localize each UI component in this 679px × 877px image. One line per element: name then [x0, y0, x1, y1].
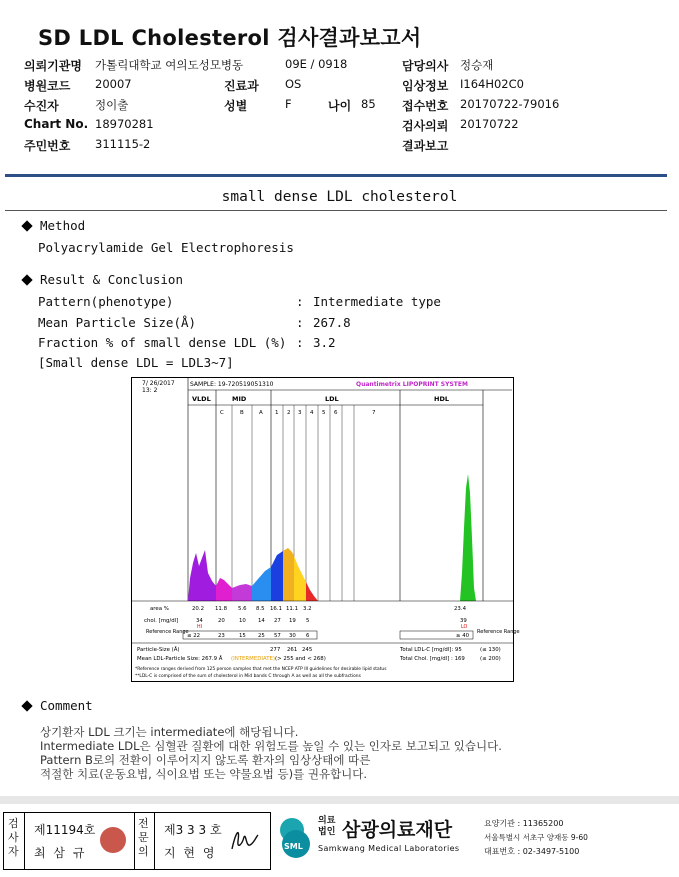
band-a: A — [259, 410, 263, 416]
chol-b: 10 — [239, 618, 246, 624]
clinical-label: 임상정보 — [402, 79, 449, 93]
footnote-2: **LDL-C is comprised of the sum of cholesterol in Mid bands C through A as well as all the subfractions — [135, 674, 361, 679]
comment-heading: Comment — [40, 698, 93, 713]
bullet-icon — [21, 274, 32, 285]
comment-line-1: 상기환자 LDL 크기는 intermediate에 해당됩니다. — [40, 725, 299, 739]
chart-system: Quantimetrix LIPOPRINT SYSTEM — [356, 381, 468, 388]
comment-line-4: 적절한 치료(운동요법, 식이요법 또는 약물요법 등)를 권유합니다. — [40, 767, 368, 781]
particle-3: 245 — [302, 647, 313, 653]
chol-vldl: 34 — [196, 618, 203, 624]
total-chol-ref: (≤ 200) — [480, 656, 501, 662]
result-heading: Result & Conclusion — [40, 272, 183, 287]
result-colon: : — [296, 294, 304, 309]
lo-flag: LO — [461, 625, 468, 630]
doctor-label: 담당의사 — [402, 59, 449, 73]
divider-top — [5, 174, 667, 177]
hospital-code-value: 20007 — [95, 77, 132, 91]
area-hdl: 23.4 — [454, 606, 467, 612]
result-size-value: 267.8 — [313, 315, 351, 330]
ref-hdl: ≥ 40 — [456, 633, 470, 639]
comment-line-3: Pattern B로의 전환이 이루어지지 않도록 환자의 임상상태에 따른 — [40, 753, 371, 767]
ref-2: 30 — [289, 633, 296, 639]
tester-name: 최 삼 규 — [34, 846, 87, 860]
chart-sample: SAMPLE: 19-720519051310 — [190, 381, 274, 388]
band-5: 5 — [322, 410, 326, 416]
result-note: [Small dense LDL = LDL3~7] — [38, 355, 234, 370]
report-title: SD LDL Cholesterol 검사결과보고서 — [38, 26, 422, 50]
area-a: 8.5 — [256, 606, 265, 612]
reviewer-name: 지 현 영 — [164, 846, 217, 860]
request-label: 검사의뢰 — [402, 119, 449, 133]
ward-value: 09E / 0918 — [285, 57, 348, 71]
lipoprint-chart — [131, 377, 520, 682]
org-address: 서울특별시 서초구 양재동 9-60 — [484, 833, 588, 842]
org-code: 요양기관 : 11365200 — [484, 819, 564, 828]
reviewer-label: 전문의 — [138, 817, 149, 858]
ref-1: 57 — [274, 633, 281, 639]
result-colon: : — [296, 315, 304, 330]
org-phone: 대표번호 : 02-3497-5100 — [484, 847, 580, 856]
peak-mid-b — [232, 584, 252, 601]
dept-label: 진료과 — [224, 79, 259, 93]
particle-1: 277 — [270, 647, 281, 653]
mean-range: (> 255 and < 268) — [275, 656, 326, 662]
institution-label: 의뢰기관명 — [24, 59, 82, 73]
reviewer-no: 제3 3 3 호 — [164, 823, 222, 837]
band-dividers — [188, 390, 483, 601]
peak-ldl1 — [271, 551, 283, 601]
age-value: 85 — [361, 97, 376, 111]
reviewer-signature-icon — [226, 821, 262, 857]
chol-3: 5 — [306, 618, 310, 624]
org-prefix: 의료법인 — [318, 816, 336, 837]
band-vldl: VLDL — [192, 395, 211, 403]
ref-a: 25 — [258, 633, 265, 639]
comment-line-2: Intermediate LDL은 심혈관 질환에 대한 위험도를 높일 수 있는 인자로 보고되고 있습니다. — [40, 739, 502, 753]
chart-label: Chart No. — [24, 117, 89, 131]
org-name: 삼광의료재단 — [342, 819, 453, 841]
patient-label: 수진자 — [24, 99, 59, 113]
tester-label: 검사자 — [8, 817, 19, 858]
chart-value: 18970281 — [95, 117, 154, 131]
chol-label: chol. [mg/dl] — [144, 618, 179, 624]
tester-seal — [100, 827, 126, 853]
area-label: area % — [150, 606, 169, 612]
band-c: C — [220, 410, 224, 416]
result-fraction-value: 3.2 — [313, 335, 336, 350]
footer-band — [0, 796, 679, 804]
chol-a: 14 — [258, 618, 265, 624]
mean-size: Mean LDL-Particle Size: 267.9 Å — [137, 656, 223, 662]
area-c: 11.8 — [215, 606, 228, 612]
request-value: 20170722 — [460, 117, 519, 131]
particle-label: Particle-Size (Å) — [137, 647, 180, 653]
peak-mid-c — [216, 578, 232, 601]
hospital-code-label: 병원코드 — [24, 79, 71, 93]
band-4: 4 — [310, 410, 314, 416]
area-1: 16.1 — [270, 606, 283, 612]
result-colon: : — [296, 335, 304, 350]
clinical-value: I164H02C0 — [460, 77, 524, 91]
logo-text: SML — [284, 842, 303, 851]
chol-c: 20 — [218, 618, 225, 624]
ref-b: 15 — [239, 633, 246, 639]
band-6: 6 — [334, 410, 338, 416]
band-b: B — [240, 410, 244, 416]
band-ldl: LDL — [325, 395, 339, 403]
peak-mid-a — [252, 567, 271, 601]
area-b: 5.6 — [238, 606, 247, 612]
total-chol: Total Chol. [mg/dl] : 169 — [400, 656, 465, 662]
result-fraction-label: Fraction % of small dense LDL (%) — [38, 335, 287, 350]
divider-section — [5, 210, 667, 211]
age-label: 나이 — [328, 99, 352, 113]
area-vldl: 20.2 — [192, 606, 205, 612]
sml-logo-icon — [272, 814, 318, 862]
resident-value: 311115-2 — [95, 137, 151, 151]
org-english: Samkwang Medical Laboratories — [318, 844, 460, 853]
section-title: small dense LDL cholesterol — [221, 189, 458, 205]
ref-c: 23 — [218, 633, 225, 639]
patient-value: 정이출 — [95, 98, 129, 112]
band-sub-labels — [220, 410, 376, 416]
method-text: Polyacrylamide Gel Electrophoresis — [38, 240, 294, 255]
particle-2: 261 — [287, 647, 298, 653]
method-heading: Method — [40, 218, 86, 233]
chart-table — [132, 606, 520, 679]
bullet-icon — [21, 700, 32, 711]
result-pattern-value: Intermediate type — [313, 294, 441, 309]
peak-hdl — [460, 474, 476, 601]
receipt-label: 접수번호 — [402, 99, 449, 113]
band-3: 3 — [298, 410, 302, 416]
peak-ldl4 — [306, 582, 318, 601]
ref-label-right: Reference Range — [477, 629, 520, 635]
chol-2: 19 — [289, 618, 296, 624]
result-pattern-label: Pattern(phenotype) — [38, 294, 174, 309]
band-mid: MID — [232, 395, 247, 403]
hi-flag: HI — [197, 625, 203, 630]
area-3: 3.2 — [303, 606, 312, 612]
total-ldl-ref: (≤ 130) — [480, 647, 501, 653]
tester-no: 제11194호 — [34, 823, 96, 837]
sex-label: 성별 — [224, 99, 248, 113]
band-hdl: HDL — [434, 395, 449, 403]
ref-vldl: ≤ 22 — [187, 633, 201, 639]
ref-label: Reference Range — [146, 629, 189, 635]
footnote-1: *Reference ranges derived from 125 person samples that met the NCEP ATP III guidelines for desirable lipid status — [135, 667, 387, 672]
chart-date: 7/ 26/2017 — [142, 380, 175, 387]
institution-value: 가톨릭대학교 여의도성모병동 — [95, 58, 244, 72]
ref-3: 6 — [306, 633, 310, 639]
total-ldl: Total LDL-C [mg/dl]: 95 — [400, 647, 462, 653]
chol-hdl: 39 — [460, 618, 467, 624]
area-2: 11.1 — [286, 606, 299, 612]
band-2: 2 — [287, 410, 291, 416]
resident-label: 주민번호 — [24, 139, 71, 153]
chart-time: 13: 2 — [142, 387, 158, 394]
signature-block — [3, 812, 271, 870]
result-label: 결과보고 — [402, 139, 449, 153]
doctor-value: 정승재 — [460, 58, 494, 72]
peak-vldl — [188, 550, 216, 601]
peak-ldl3 — [294, 556, 306, 601]
dept-value: OS — [285, 77, 302, 91]
band-1: 1 — [275, 410, 279, 416]
peak-ldl2 — [283, 548, 294, 601]
result-size-label: Mean Particle Size(Å) — [38, 315, 197, 330]
sex-value: F — [285, 97, 292, 111]
receipt-value: 20170722-79016 — [460, 97, 560, 111]
lipoprint-svg — [132, 378, 520, 681]
bullet-icon — [21, 220, 32, 231]
band-7: 7 — [372, 410, 376, 416]
chol-1: 27 — [274, 618, 281, 624]
mean-flag: (INTERMEDIATE) — [231, 656, 276, 662]
